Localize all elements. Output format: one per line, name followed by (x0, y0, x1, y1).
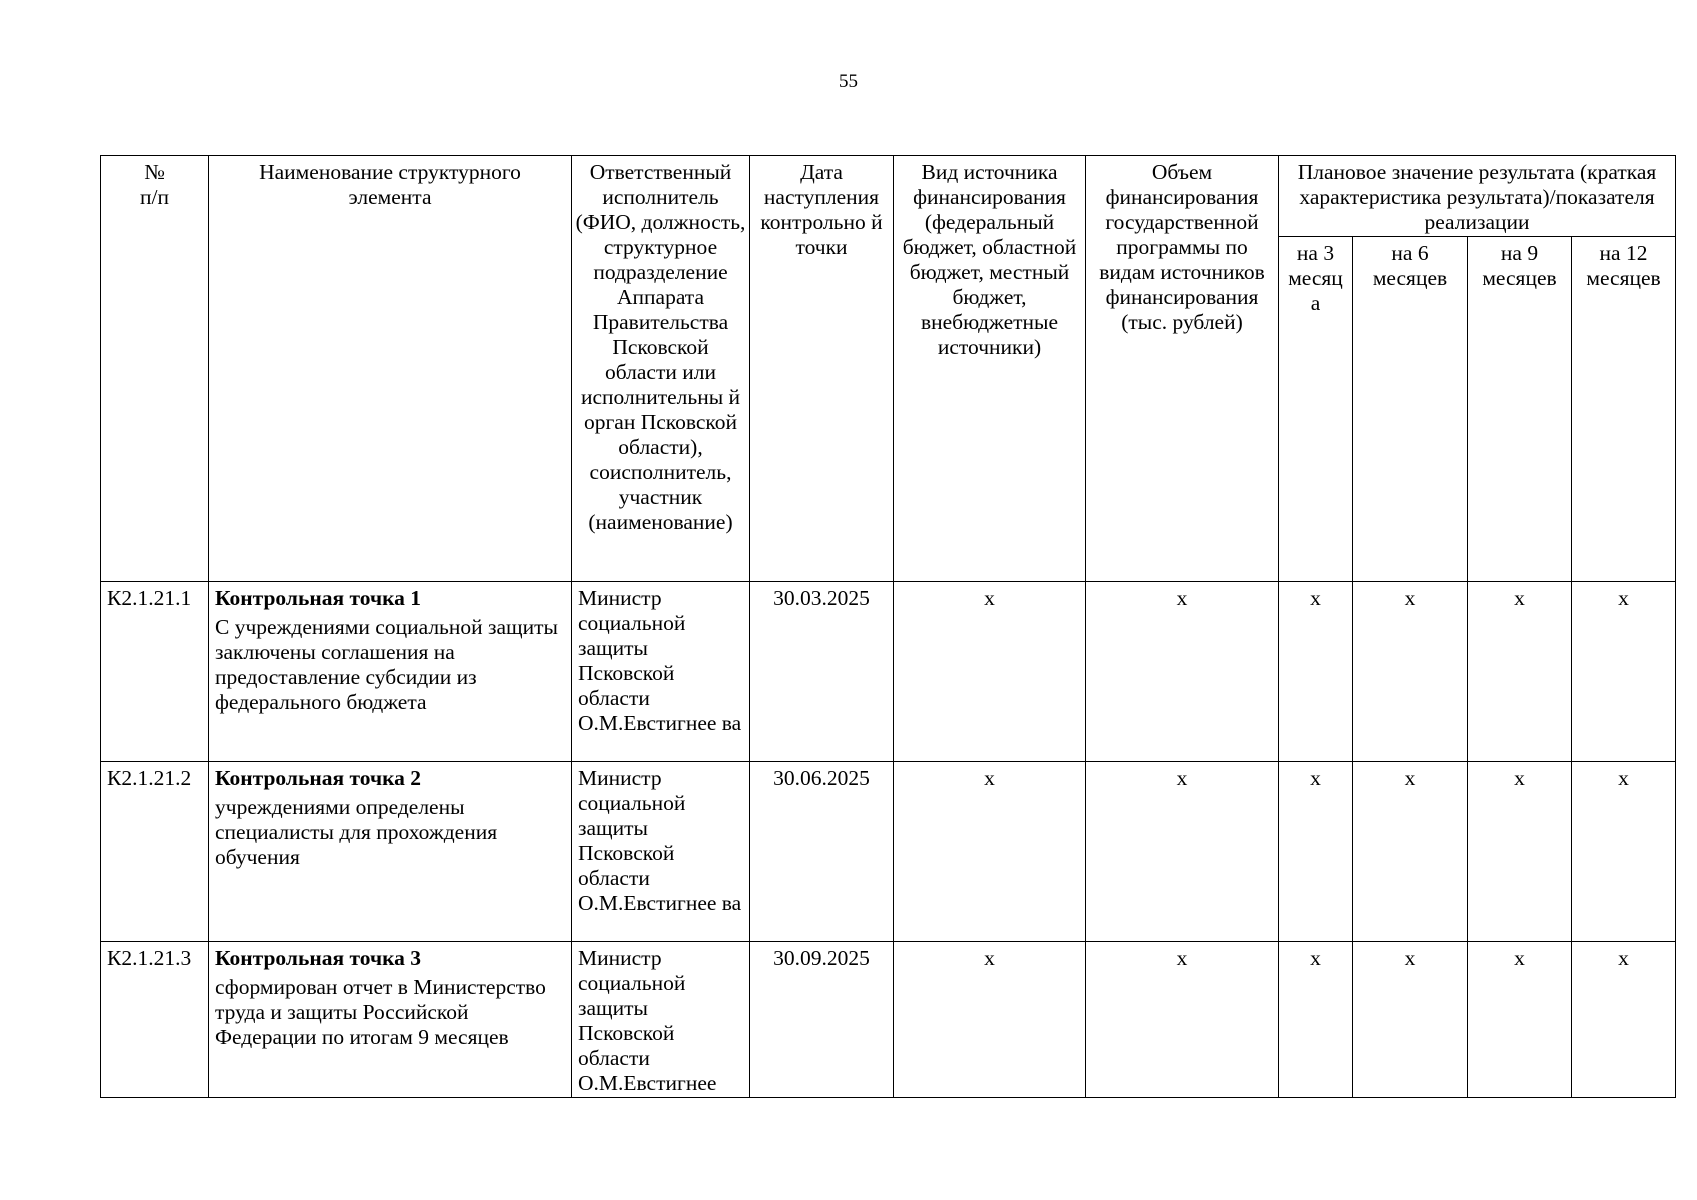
row-month-6: x (1353, 582, 1468, 762)
row-month-6: x (1353, 942, 1468, 1098)
header-name: Наименование структурного элемента (209, 156, 572, 582)
row-executor: Министр социальной защиты Псковской области О.М.Евстигнее ва (572, 582, 750, 762)
row-code: К2.1.21.2 (101, 762, 209, 942)
control-point-title: Контрольная точка 1 (215, 586, 422, 610)
row-date: 30.03.2025 (750, 582, 894, 762)
control-points-table (100, 155, 1676, 1098)
row-name-cell (209, 762, 572, 942)
row-name-cell (209, 582, 572, 762)
row-month-9: x (1468, 582, 1572, 762)
row-volume: x (1086, 582, 1279, 762)
control-point-description: учреждениями определены специалисты для прохождения обучения (215, 795, 498, 869)
row-code: К2.1.21.3 (101, 942, 209, 1098)
table-row (101, 582, 1676, 762)
row-code: К2.1.21.1 (101, 582, 209, 762)
control-point-description: С учреждениями социальной защиты заключены соглашения на предоставление субсидии из федерального бюджета (215, 615, 558, 714)
header-month-6: на 6 месяцев (1353, 237, 1468, 582)
header-date: Дата наступления контрольно й точки (750, 156, 894, 582)
header-row (101, 156, 1676, 237)
row-month-3: x (1279, 582, 1353, 762)
header-month-3: на 3 месяц а (1279, 237, 1353, 582)
row-name-cell (209, 942, 572, 1098)
header-num: № п/п (101, 156, 209, 582)
row-executor: Министр социальной защиты Псковской области О.М.Евстигнее ва (572, 762, 750, 942)
row-executor: Министр социальной защиты Псковской области О.М.Евстигнее (572, 942, 750, 1098)
row-date: 30.06.2025 (750, 762, 894, 942)
control-point-title: Контрольная точка 2 (215, 766, 422, 790)
row-date: 30.09.2025 (750, 942, 894, 1098)
row-source: x (894, 582, 1086, 762)
row-month-12: x (1572, 942, 1676, 1098)
table-row (101, 942, 1676, 1098)
header-volume: Объем финансирования государственной программы по видам источников финансирования (тыс. рублей) (1086, 156, 1279, 582)
header-month-9: на 9 месяцев (1468, 237, 1572, 582)
row-month-9: x (1468, 942, 1572, 1098)
control-point-title: Контрольная точка 3 (215, 946, 422, 970)
header-source: Вид источника финансирования (федеральный бюджет, областной бюджет, местный бюджет, внебюджетные источники) (894, 156, 1086, 582)
table-row (101, 762, 1676, 942)
header-month-12: на 12 месяцев (1572, 237, 1676, 582)
header-executor: Ответственный исполнитель (ФИО, должность, структурное подразделение Аппарата Правительства Псковской области или исполнительны й орган Псковской области), соисполнитель, участник (наименование) (572, 156, 750, 582)
row-month-9: x (1468, 762, 1572, 942)
row-volume: x (1086, 762, 1279, 942)
row-volume: x (1086, 942, 1279, 1098)
page-number: 55 (839, 71, 858, 92)
control-point-description: сформирован отчет в Министерство труда и защиты Российской Федерации по итогам 9 месяцев (215, 975, 546, 1049)
row-month-6: x (1353, 762, 1468, 942)
row-month-12: x (1572, 582, 1676, 762)
header-planned: Плановое значение результата (краткая характеристика результата)/показателя реализации (1279, 156, 1676, 237)
row-month-3: x (1279, 762, 1353, 942)
row-month-12: x (1572, 762, 1676, 942)
row-source: x (894, 762, 1086, 942)
row-month-3: x (1279, 942, 1353, 1098)
row-source: x (894, 942, 1086, 1098)
